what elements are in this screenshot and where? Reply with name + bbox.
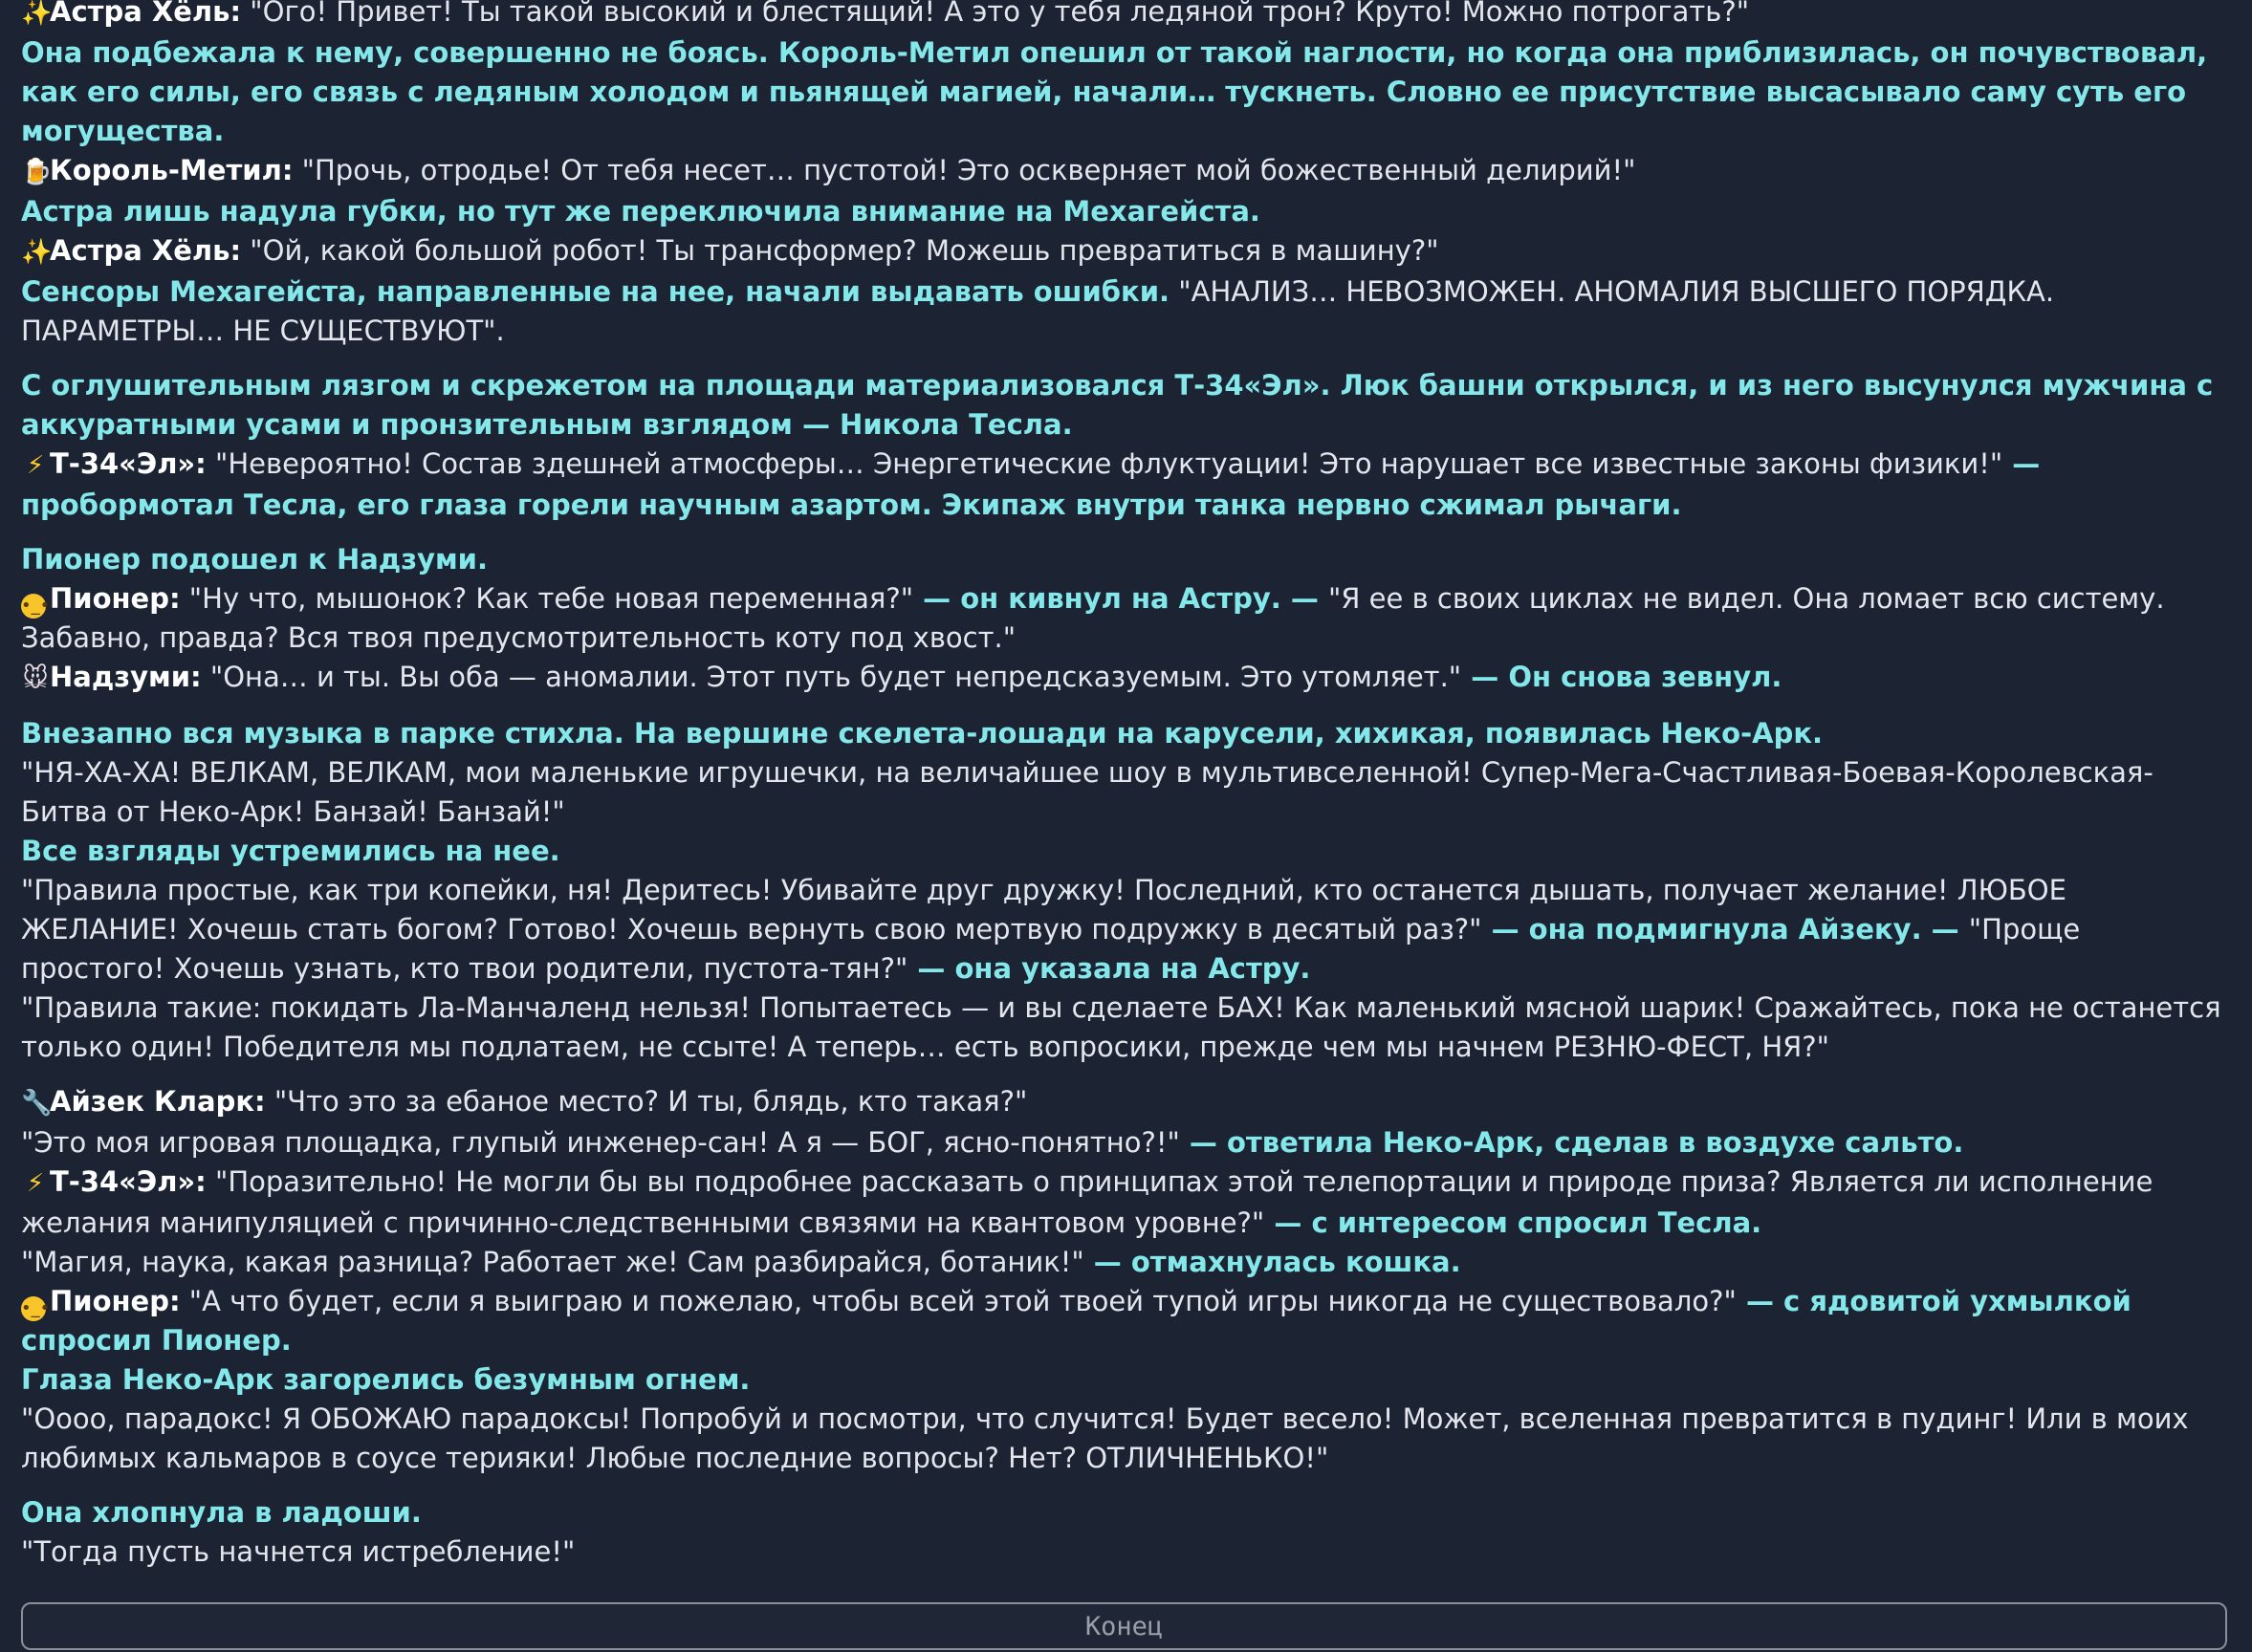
- story-line: [21, 579, 2227, 658]
- story-paragraph: [21, 366, 2227, 525]
- story-line: [21, 0, 2227, 33]
- story-line: [21, 1282, 2227, 1360]
- story-line: [21, 989, 2227, 1067]
- narration-text: Она хлопнула в ладоши.: [21, 1496, 422, 1529]
- narration-text: — с интересом спросил Тесла.: [1264, 1206, 1762, 1239]
- narration-text: Все взгляды устремились на нее.: [21, 835, 560, 867]
- narration-text: Она подбежала к нему, совершенно не боясь. Король-Метил опешил от такой наглости, но когда она приблизилась, он почувствовал, как его силы, его связь с ледяным холодом и пьянящей магией, начали… тускнеть. Словно ее присутствие высасывало саму суть его могущества.: [21, 36, 2208, 147]
- narration-text: — с ядовитой ухмылкой спросил Пионер.: [21, 1285, 2132, 1357]
- story-line: [21, 753, 2227, 832]
- narration-text: — она указала на Астру.: [907, 952, 1311, 985]
- narration-text: С оглушительным лязгом и скрежетом на площади материализовался Т-34«Эл». Люк башни открылся, и из него высунулся мужчина с аккуратными усами и пронзительным взглядом — Никола Тесла.: [21, 369, 2214, 441]
- story-paragraph: [21, 714, 2227, 1067]
- dialogue-text: "Тогда пусть начнется истребление!": [21, 1535, 576, 1568]
- speaker-name: Пионер:: [50, 582, 181, 615]
- story-line: [21, 1123, 2227, 1163]
- story-paragraph: [21, 540, 2227, 699]
- story-paragraph: [21, 1493, 2227, 1572]
- end-button[interactable]: Конец: [21, 1602, 2227, 1650]
- dialogue-text: "НЯ-ХА-ХА! ВЕЛКАМ, ВЕЛКАМ, мои маленькие игрушечки, на величайшее шоу в мультивселенной! Супер-Мега-Счастливая-Боевая-Королевская-Битва от Неко-Арк! Банзай! Банзай!": [21, 756, 2154, 828]
- dialogue-text: "Невероятно! Состав здешней атмосферы… Энергетические флуктуации! Это нарушает все известные законы физики!": [206, 447, 2003, 480]
- story-line: [21, 714, 2227, 753]
- story-paragraph: [21, 0, 2227, 351]
- story-line: [21, 366, 2227, 445]
- story-line: [21, 658, 2227, 699]
- wrench-icon: 🔧: [21, 1089, 53, 1118]
- story-line: [21, 151, 2227, 192]
- speaker-name: Надзуми:: [50, 661, 202, 693]
- story-content: [21, 0, 2227, 1587]
- dialogue-text: "Правила простые, как три копейки, ня! Деритесь! Убивайте друг дружку! Последний, кто останется дышать, получает желание! ЛЮБОЕ ЖЕЛАНИЕ! Хочешь стать богом? Готово! Хочешь вернуть свою мертвую подружку в десятый раз?": [21, 874, 2066, 946]
- narration-text: — она подмигнула Айзеку. —: [1481, 913, 1969, 946]
- story-line: [21, 1082, 2227, 1123]
- story-line: [21, 832, 2227, 871]
- story-line: [21, 1163, 2227, 1243]
- mouse-face-icon: 🐭: [22, 664, 49, 693]
- narration-text: — ответила Неко-Арк, сделав в воздухе сальто.: [1179, 1126, 1964, 1159]
- speaker-name: Астра Хёль:: [50, 0, 242, 28]
- dialogue-text: "Правила такие: покидать Ла-Манчаленд нельзя! Попытаетесь — и вы сделаете БАХ! Как маленький мясной шарик! Сражайтесь, пока не останется только один! Победителя мы подлатаем, не ссыте! А теперь… есть вопросики, прежде чем мы начнем РЕЗНЮ-ФЕСТ, НЯ?": [21, 991, 2221, 1063]
- dialogue-text: "А что будет, если я выиграю и пожелаю, чтобы всей этой твоей тупой игры никогда не существовало?": [180, 1285, 1737, 1317]
- narration-text: Внезапно вся музыка в парке стихла. На вершине скелета-лошади на карусели, хихикая, появилась Неко-Арк.: [21, 717, 1824, 750]
- dialogue-text: "Ну что, мышонок? Как тебе новая переменная?": [180, 582, 914, 615]
- narration-text: Сенсоры Мехагейста, направленные на нее, начали выдавать ошибки.: [21, 275, 1170, 308]
- narration-text: Астра лишь надула губки, но тут же переключила внимание на Мехагейста.: [21, 195, 1260, 228]
- dialogue-text: "Прочь, отродье! От тебя несет… пустотой! Это оскверняет мой божественный делирий!": [293, 154, 1636, 186]
- dialogue-text: "Я ее в своих циклах не видел. Она ломает всю систему. Забавно, правда? Вся твоя предусмотрительность коту под хвост.": [21, 582, 2165, 654]
- narration-text: Глаза Неко-Арк загорелись безумным огнем.: [21, 1363, 751, 1396]
- sparkles-icon: ✨: [21, 0, 53, 28]
- speaker-name: Король-Метил:: [50, 154, 294, 186]
- dialogue-text: "Ого! Привет! Ты такой высокий и блестящий! А это у тебя ледяной трон? Круто! Можно потрогать?": [241, 0, 1750, 28]
- lightning-icon: ⚡: [26, 451, 45, 480]
- narration-text: Пионер подошел к Надзуми.: [21, 543, 489, 576]
- beer-mug-icon: 🍺: [21, 158, 53, 186]
- dialogue-text: "Это моя игровая площадка, глупый инженер-сан! А я — БОГ, ясно-понятно?!": [21, 1126, 1180, 1159]
- speaker-name: Айзек Кларк:: [50, 1085, 266, 1118]
- lightning-icon: ⚡: [26, 1169, 45, 1198]
- story-paragraph: [21, 1082, 2227, 1478]
- narration-text: — пробормотал Тесла, его глаза горели научным азартом. Экипаж внутри танка нервно сжимал рычаги.: [21, 447, 2041, 521]
- narration-text: — Он снова зевнул.: [1461, 661, 1782, 693]
- story-line: [21, 1493, 2227, 1532]
- dialogue-text: "Оооо, парадокс! Я ОБОЖАЮ парадоксы! Попробуй и посмотри, что случится! Будет весело! Может, вселенная превратится в пудинг! Или в моих любимых кальмаров в соусе терияки! Любые последние вопросы? Нет? ОТЛИЧНЕНЬКО!": [21, 1402, 2189, 1474]
- dialogue-text: "Магия, наука, какая разница? Работает же! Сам разбирайся, ботаник!": [21, 1246, 1084, 1278]
- dialogue-text: "Проще простого! Хочешь узнать, кто твои родители, пустота-тян?": [21, 913, 2081, 985]
- speaker-name: Т-34«Эл»:: [50, 1165, 207, 1198]
- neutral-face-icon: •_•: [21, 1296, 46, 1321]
- speaker-name: Т-34«Эл»:: [50, 447, 207, 480]
- speaker-name: Пионер:: [50, 1285, 181, 1317]
- dialogue-text: "АНАЛИЗ… НЕВОЗМОЖЕН. АНОМАЛИЯ ВЫСШЕГО ПОРЯДКА. ПАРАМЕТРЫ… НЕ СУЩЕСТВУЮТ".: [21, 275, 2055, 347]
- narration-text: — отмахнулась кошка.: [1083, 1246, 1461, 1278]
- story-line: [21, 1532, 2227, 1572]
- narration-text: — он кивнул на Астру. —: [913, 582, 1328, 615]
- story-line: [21, 272, 2227, 351]
- dialogue-text: "Что это за ебаное место? И ты, блядь, кто такая?": [265, 1085, 1028, 1118]
- dialogue-text: "Она… и ты. Вы оба — аномалии. Этот путь будет непредсказуемым. Это утомляет.": [201, 661, 1462, 693]
- sparkles-icon: ✨: [21, 238, 53, 267]
- story-line: [21, 1400, 2227, 1478]
- story-line: [21, 540, 2227, 579]
- speaker-name: Астра Хёль:: [50, 234, 242, 267]
- story-line: [21, 445, 2227, 525]
- dialogue-text: "Поразительно! Не могли бы вы подробнее рассказать о принципах этой телепортации и природе приза? Является ли исполнение желания манипуляцией с причинно-следственными связями на квантовом уровне?": [21, 1165, 2154, 1239]
- story-line: [21, 871, 2227, 989]
- dialogue-text: "Ой, какой большой робот! Ты трансформер? Можешь превратиться в машину?": [241, 234, 1439, 267]
- story-line: [21, 1243, 2227, 1282]
- neutral-face-icon: •_•: [21, 594, 46, 619]
- story-line: [21, 1360, 2227, 1400]
- story-line: [21, 231, 2227, 272]
- story-line: [21, 192, 2227, 231]
- story-line: [21, 33, 2227, 151]
